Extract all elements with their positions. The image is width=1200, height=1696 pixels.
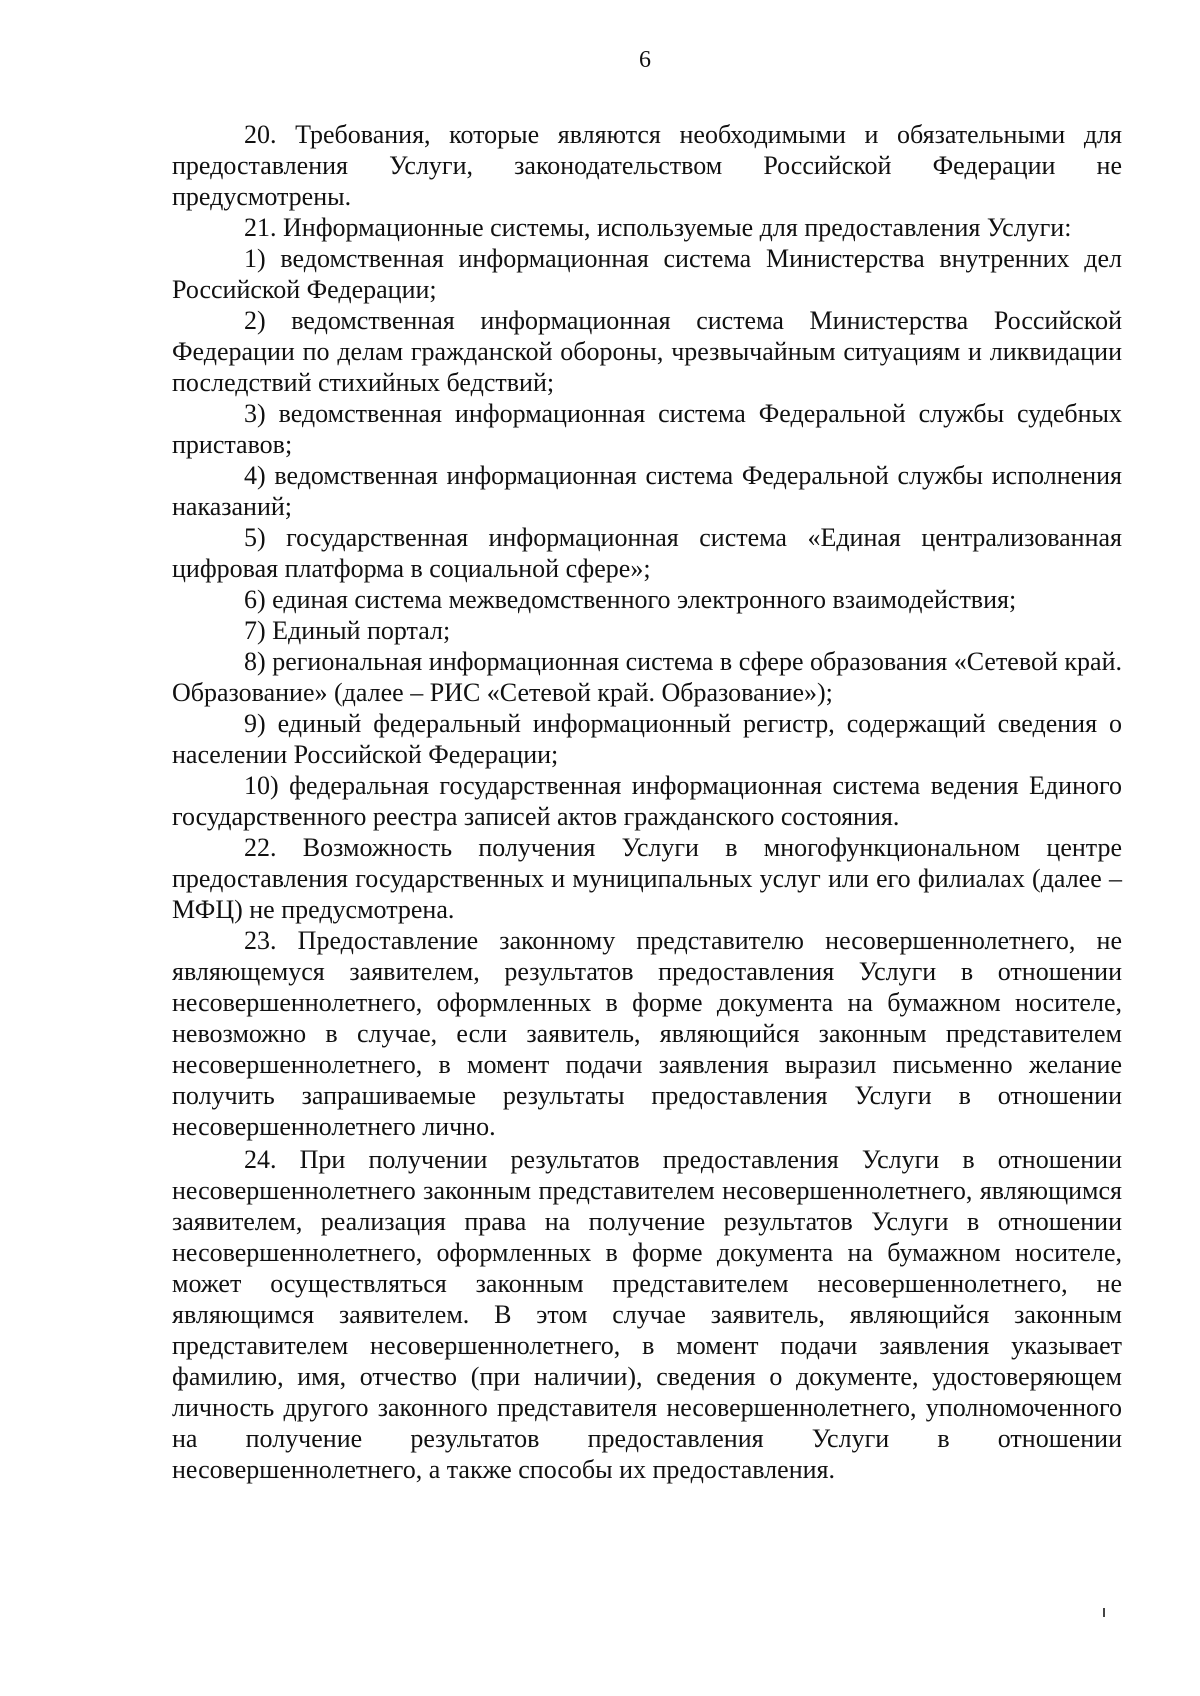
- paragraph-22: 22. Возможность получения Услуги в многофункциональном центре предоставления государственных и муниципальных услуг или его филиалах (далее – МФЦ) не предусмотрена.: [172, 833, 1122, 924]
- scan-mark: [1103, 1608, 1105, 1617]
- list-item-2: 2) ведомственная информационная система Министерства Российской Федерации по делам гражданской обороны, чрезвычайным ситуациям и ликвидации последствий стихийных бедствий;: [172, 306, 1122, 397]
- list-item-3: 3) ведомственная информационная система Федеральной службы судебных приставов;: [172, 399, 1122, 459]
- list-item-10: 10) федеральная государственная информационная система ведения Единого государственного реестра записей актов гражданского состояния.: [172, 771, 1122, 831]
- document-body: [172, 119, 1122, 1485]
- paragraph-24: 24. При получении результатов предоставления Услуги в отношении несовершеннолетнего законным представителем несовершеннолетнего, являющимся заявителем, реализация права на получение результатов Услуги в отношении несовершеннолетнего, оформленных в форме документа на бумажном носителе, может осуществляться законным представителем несовершеннолетнего, не являющимся заявителем. В этом случае заявитель, являющийся законным представителем несовершеннолетнего, в момент подачи заявления указывает фамилию, имя, отчество (при наличии), сведения о документе, удостоверяющем личность другого законного представителя несовершеннолетнего, уполномоченного на получение результатов предоставления Услуги в отношении несовершеннолетнего, а также способы их предоставления.: [172, 1145, 1122, 1484]
- page-number: 6: [639, 47, 651, 73]
- paragraph-21: 21. Информационные системы, используемые для предоставления Услуги:: [244, 213, 1072, 242]
- list-item-9: 9) единый федеральный информационный регистр, содержащий сведения о населении Российской Федерации;: [172, 709, 1122, 769]
- list-item-4: 4) ведомственная информационная система Федеральной службы исполнения наказаний;: [172, 461, 1122, 521]
- list-item-1: 1) ведомственная информационная система Министерства внутренних дел Российской Федерации;: [172, 244, 1122, 304]
- paragraph-23: 23. Предоставление законному представителю несовершеннолетнего, не являющемуся заявителем, результатов предоставления Услуги в отношении несовершеннолетнего, оформленных в форме документа на бумажном носителе, невозможно в случае, если заявитель, являющийся законным представителем несовершеннолетнего, в момент подачи заявления выразил письменно желание получить запрашиваемые результаты предоставления Услуги в отношении несовершеннолетнего лично.: [172, 926, 1122, 1141]
- list-item-7: 7) Единый портал;: [244, 616, 451, 645]
- list-item-5: 5) государственная информационная система «Единая централизованная цифровая платформа в социальной сфере»;: [172, 523, 1122, 583]
- paragraph-20: 20. Требования, которые являются необходимыми и обязательными для предоставления Услуги, законодательством Российской Федерации не предусмотрены.: [172, 120, 1122, 211]
- list-item-6: 6) единая система межведомственного электронного взаимодействия;: [244, 585, 1017, 614]
- list-item-8: 8) региональная информационная система в сфере образования «Сетевой край. Образование» (далее – РИС «Сетевой край. Образование»);: [172, 647, 1122, 707]
